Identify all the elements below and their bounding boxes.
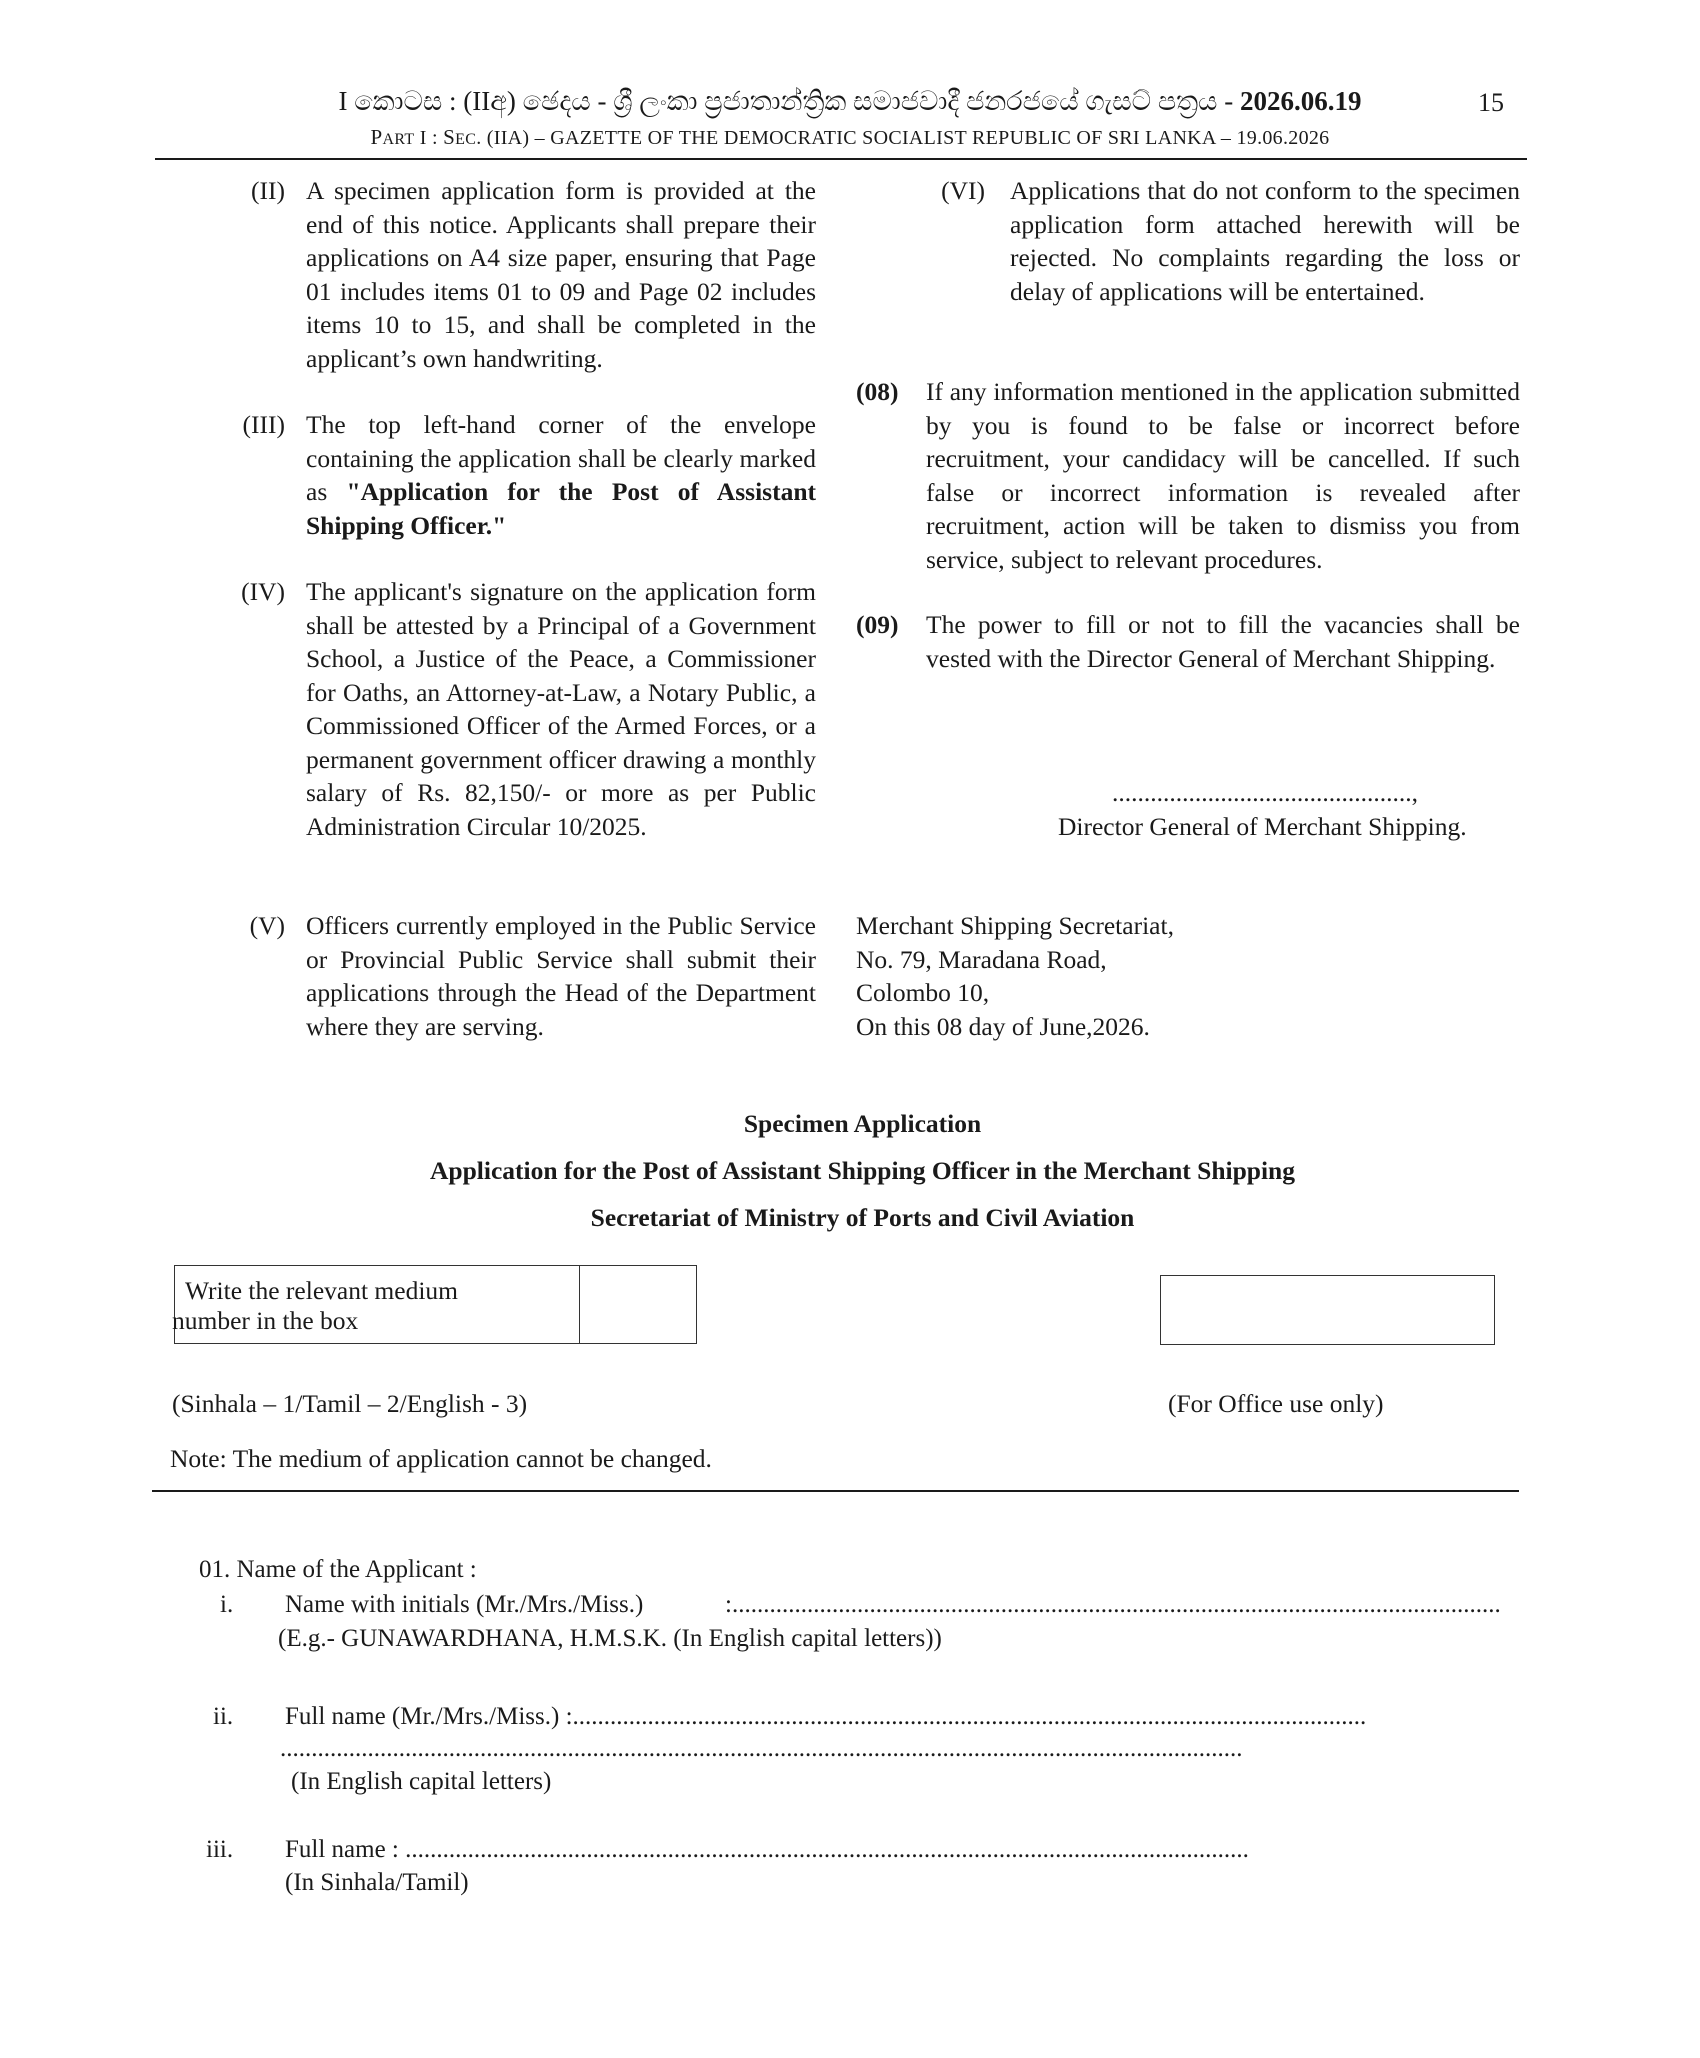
header-part-cap: P [370,125,383,149]
address-line-4: On this 08 day of June,2026. [856,1011,1150,1041]
item-label-iii: (III) [242,410,285,439]
item-text-iv: The applicant's signature on the application form shall be attested by a Principal of a Government School, a Justice of the Peace, a Commissioner for Oaths, an Attorney-at-Law, a Notary Public, a Commissioned Officer of the Armed Forces, or a permanent government officer drawing a monthly salary of Rs. 82,150/- or more as per Public Administration Circular 10/2025. [306,577,816,841]
item-text-v: Officers currently employed in the Public Service or Provincial Public Service shall submit their applications through the Head of the Department where they are serving. [306,911,816,1041]
office-use-box [1160,1275,1495,1345]
field-i-label: i. [220,1591,234,1618]
header-tail: . (IIA) – GAZETTE OF THE DEMOCRATIC SOCIALIST REPUBLIC OF SRI LANKA – 19.06.2026 [476,127,1330,149]
header-sinhala-text: I කොටස : (IIඅ) ඡෙදය - ශ්‍රී ලංකා ප්‍රජාතාන්ත්‍රික සමාජවාදී ජනරජයේ ගැසට් පත්‍රය - [338,86,1240,116]
header-sinhala-line [300,86,1400,118]
header-sinhala-date: 2026.06.19 [1239,86,1362,116]
full-name-english-field-line-2[interactable]: .......................................................................................................................................................... [280,1735,1243,1762]
field-ii-note: (In English capital letters) [291,1768,552,1795]
signature-dots: ..............................................., [1112,778,1418,807]
full-name-sinhala-tamil-field[interactable]: Full name : ....................................................................................................................................... [285,1836,1249,1863]
specimen-subtitle-2: Secretariat of Ministry of Ports and Civil Aviation [590,1203,1135,1232]
field-iii-note: (In Sinhala/Tamil) [285,1869,469,1896]
header-mid: I : [414,127,444,149]
page-number: 15 [1478,88,1504,117]
section-divider [152,1490,1519,1492]
address-line-2: No. 79, Maradana Road, [856,944,1107,974]
header-part-rest: ART [382,131,415,148]
signature-title: Director General of Merchant Shipping. [1058,812,1467,841]
item-text-ii: A specimen application form is provided at the end of this notice. Applicants shall prepare their applications on A4 size paper, ensuring that Page 01 includes items 01 to 09 and Page 02 includes items 10 to 15, and shall be completed in the applicant’s own handwriting. [306,176,816,373]
item-text-vi: Applications that do not conform to the specimen application form attached herewith will be rejected. No complaints regarding the loss or delay of applications will be entertained. [1010,176,1520,306]
specimen-title: Specimen Application [743,1109,982,1138]
address-block [856,909,1174,1043]
item-label-v: (V) [249,911,285,940]
address-line-1: Merchant Shipping Secretariat, [856,911,1174,940]
medium-label-line-2: number in the box [172,1306,359,1335]
item-text-iii-bold: "Application for the Post of Assistant Shipping Officer." [306,477,816,540]
header-rule [155,158,1527,160]
field-ii-label: ii. [213,1703,234,1730]
item-label-ii: (II) [251,176,285,205]
question-01-label: 01. Name of the Applicant : [199,1556,477,1583]
office-use-label: (For Office use only) [1168,1389,1384,1418]
name-with-initials-field[interactable]: :........................................................................................................................... [725,1591,1501,1618]
item-label-09: (09) [856,610,899,639]
medium-note: Note: The medium of application cannot be changed. [170,1444,712,1473]
medium-number-box[interactable] [579,1265,697,1344]
field-i-example: (E.g.- GUNAWARDHANA, H.M.S.K. (In English capital letters)) [278,1625,942,1652]
field-i-text: Name with initials (Mr./Mrs./Miss.) [285,1591,644,1618]
full-name-english-field[interactable]: Full name (Mr./Mrs./Miss.) :............................................................................................................................... [285,1703,1367,1730]
medium-options: (Sinhala – 1/Tamil – 2/English - 3) [172,1389,528,1418]
specimen-subtitle-1: Application for the Post of Assistant Shipping Officer in the Merchant Shipping [430,1156,1295,1185]
item-label-08: (08) [856,377,899,406]
medium-label-line-1: Write the relevant medium [185,1276,458,1305]
header-english-line [300,125,1400,150]
address-line-3: Colombo 10, [856,978,990,1007]
item-text-09: The power to fill or not to fill the vacancies shall be vested with the Director General of Merchant Shipping. [926,610,1520,673]
header-sec-cap: S [443,125,456,149]
item-label-iv: (IV) [241,577,285,606]
item-label-vi: (VI) [941,176,985,205]
item-text-08: If any information mentioned in the application submitted by you is found to be false or incorrect before recruitment, your candidacy will be cancelled. If such false or incorrect information is revealed after recruitment, action will be taken to dismiss you from service, subject to relevant procedures. [926,377,1520,574]
header-sec-rest: EC [455,131,477,148]
field-iii-label: iii. [206,1836,234,1863]
item-text-iii [306,408,816,542]
item-text-iii-plain: The top left-hand corner of the envelope containing the application shall be clearly marked as [306,410,816,506]
